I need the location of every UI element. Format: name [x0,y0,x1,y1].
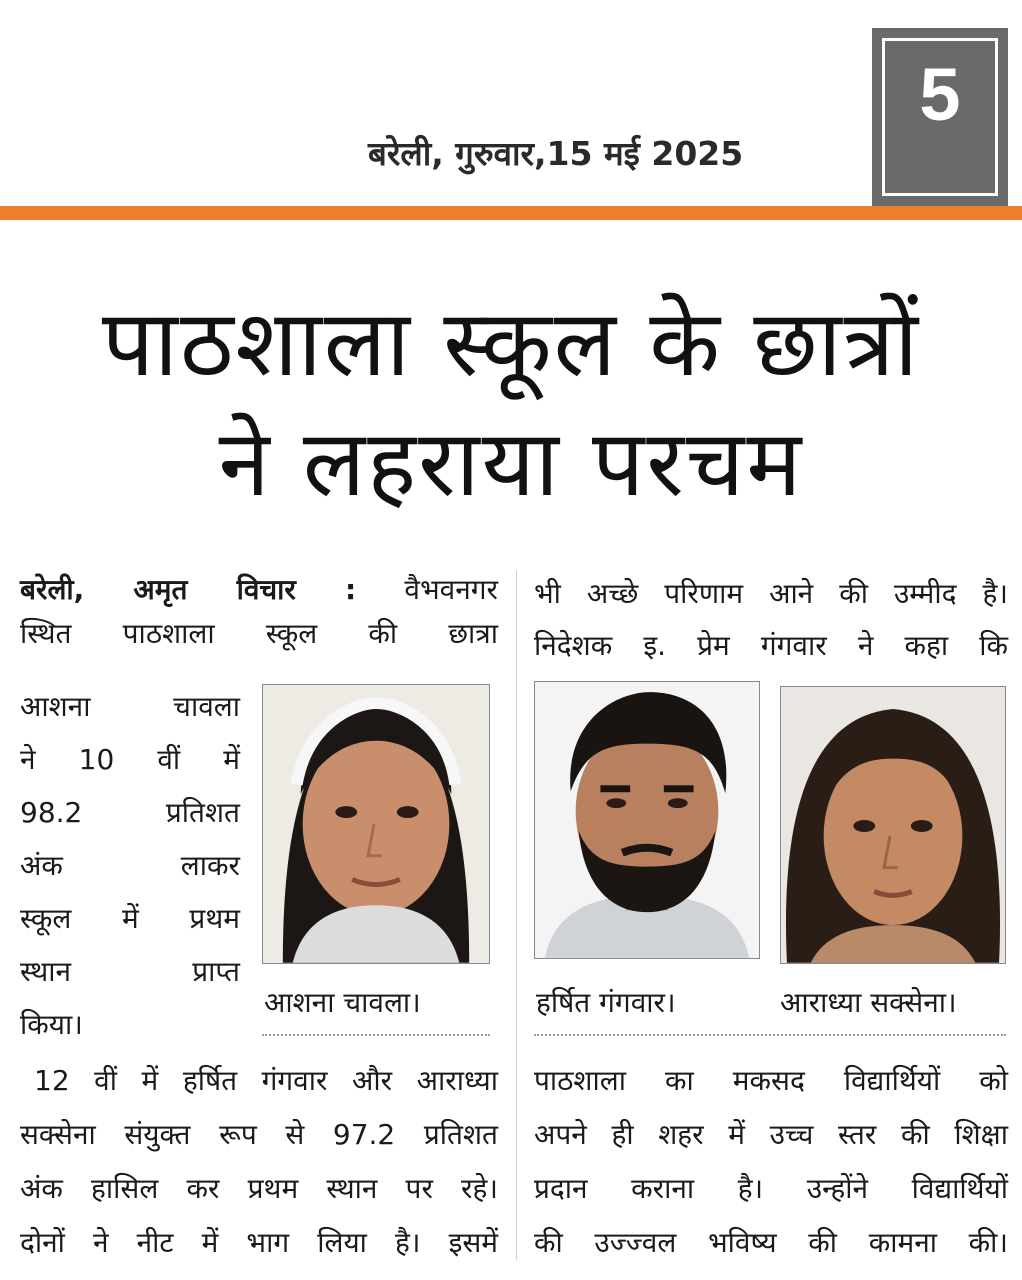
column-rule [516,570,517,1260]
wrap-line: ने 10 वीं में [20,743,240,776]
photo-caption-aashna: आशना चावला। [264,986,421,1019]
left-column-intro [20,568,498,656]
headline-line-1: पाठशाला स्कूल के छात्रों [101,290,921,397]
photo-aashna [262,684,490,964]
intro-line-1 [20,568,498,612]
headline-line-2: ने लहराया परचम [218,410,804,517]
byline: बरेली, अमृत विचार : [20,573,357,606]
right-column-top [534,568,1008,672]
wrap-line: स्थान प्राप्त [20,955,240,988]
wrap-line: 98.2 प्रतिशत [20,796,240,829]
body-line: 12 वीं में हर्षित गंगवार और आराध्या [34,1064,498,1097]
header-rule [0,206,1022,220]
body-line: अपने ही शहर में उच्च स्तर की शिक्षा [534,1118,1008,1151]
page-number-box [872,28,1008,206]
caption-divider-left [262,1034,490,1036]
photo-caption-harshit: हर्षित गंगवार। [536,986,676,1019]
intro-text-1: वैभवनगर [356,573,499,606]
wrap-line: अंक लाकर [20,849,240,882]
wrap-line: किया। [20,1008,83,1041]
body-line: निदेशक इ. प्रेम गंगवार ने कहा कि [534,629,1008,662]
headline [0,284,1022,524]
body-line: पाठशाला का मकसद विद्यार्थियों को [534,1064,1008,1097]
photo-harshit [534,681,760,959]
page-number: 5 [919,52,961,136]
wrap-line: स्कूल में प्रथम [20,902,240,935]
body-line: भी अच्छे परिणाम आने की उम्मीद है। [534,577,1008,610]
body-line: प्रदान कराना है। उन्होंने विद्यार्थियों [534,1172,1008,1205]
right-column-bottom [534,1054,1008,1270]
left-column-bottom [20,1054,498,1270]
photo-aaradhya [780,686,1006,964]
body-line: सक्सेना संयुक्त रूप से 97.2 प्रतिशत [20,1118,498,1151]
intro-line-2: स्थित पाठशाला स्कूल की छात्रा [20,617,498,650]
body-line: की उज्ज्वल भविष्य की कामना की। [534,1226,1008,1259]
page-number-frame [882,38,998,196]
left-column-wrap [20,680,240,1051]
student-portrait-boy-beard-icon [535,682,759,958]
wrap-line: आशना चावला [20,690,240,723]
photo-caption-aaradhya: आराध्या सक्सेना। [780,986,957,1019]
body-line: दोनों ने नीट में भाग लिया है। इसमें [20,1226,498,1259]
student-portrait-girl-headband-icon [263,685,489,963]
caption-divider-right [534,1034,1006,1036]
dateline: बरेली, गुरुवार,15 मई 2025 [368,134,744,173]
body-line: अंक हासिल कर प्रथम स्थान पर रहे। [20,1172,498,1205]
student-portrait-girl-icon [781,687,1005,963]
